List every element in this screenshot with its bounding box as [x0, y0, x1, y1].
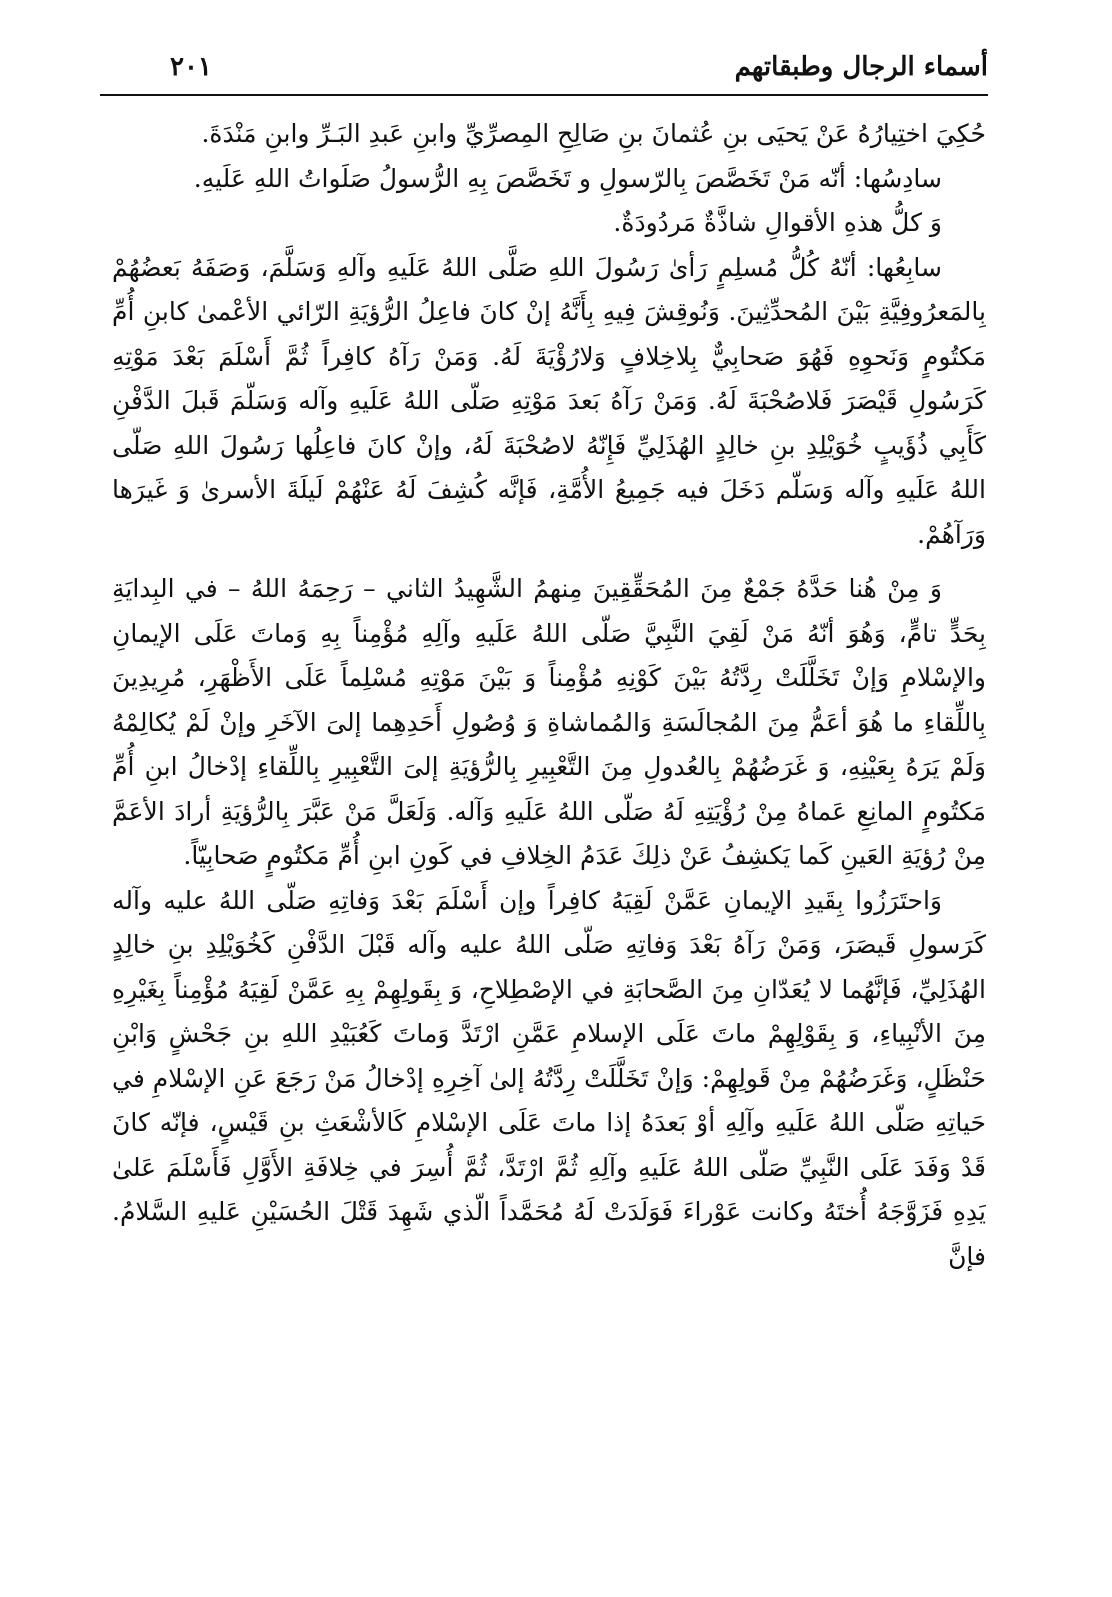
running-title: أسماء الرجال وطبقاتهم: [734, 52, 988, 82]
paragraph: وَ مِنْ هُنا حَدَّهُ جَمْعٌ مِنَ المُحَقِّقِينَ مِنهمُ الشَّهِيدُ الثاني – رَحِمَهُ اللهُ – في البِدايَةِ بِحَدٍّ تامٍّ، وَهُوَ أنّهُ مَنْ لَقِيَ النَّبِيَّ صَلّى اللهُ عَلَيهِ وآلِهِ مُؤْمِناً بِهِ وَماتَ عَلَى الإيمانِ والإسْلامِ وَإنْ تَخَلَّلَتْ رِدَّتُهُ بَيْنَ كَوْنِهِ مُؤْمِناً وَ بَيْنَ مَوْتِهِ مُسْلِماً عَلَى الأَظْهَرِ، مُرِيدِينَ بِاللِّقاءِ ما هُوَ أعَمُّ مِنَ المُجالَسَةِ وَالمُماشاةِ وَ وُصُولِ أَحَدِهِما إلىَ الآخَرِ وإنْ لَمْ يُكالِمْهُ وَلَمْ يَرَهُ بِعَيْنِهِ، وَ غَرَضُهُمْ بِالعُدولِ مِنَ التَّعْبِيرِ بِالرُّؤيَةِ إلىَ التَّعْبِيرِ بِاللِّقاءِ إدْخالُ ابنِ أُمِّ مَكتُومٍ المانِعِ عَماهُ مِنْ رُؤْيَتِهِ لَهُ صَلّى اللهُ عَلَيهِ وَآله. وَلَعَلَّ مَنْ عَبَّرَ بِالرُّؤيَةِ أرادَ الأعَمَّ مِنْ رُؤيَةِ العَينِ كَما يَكشِفُ عَنْ ذلِكَ عَدَمُ الخِلافِ في كَونِ ابنِ أُمِّ مَكتُومٍ صَحابِيّاً.: [112, 574, 986, 870]
page-body: [112, 112, 986, 1582]
page-number: ٢٠١: [170, 52, 212, 82]
paragraph: وَاحتَرَزُوا بِقَيدِ الإيمانِ عَمَّنْ لَقِيَهُ كافِراً وإن أَسْلَمَ بَعْدَ وَفاتِهِ صَلّى اللهُ عليه وآله كَرَسولِ قَيصَرَ، وَمَنْ رَآهُ بَعْدَ وَفاتِهِ صَلّى اللهُ عليه وآله قَبْلَ الدَّفْنِ كَخُوَيْلِدِ بنِ خالِدٍ الهُذَلِيِّ، فَإنَّهُما لا يُعَدّانِ مِنَ الصَّحابَةِ في الإصْطِلاحِ، وَ بِقَولِهِمْ بِهِ عَمَّنْ لَقِيَهُ مُؤْمِناً بِغَيْرِهِ مِنَ الأنْبِياءِ، وَ بِقَوْلِهِمْ ماتَ عَلَى الإسلامِ عَمَّنِ ارْتَدَّ وَماتَ كَعُبَيْدِ اللهِ بنِ جَحْشٍ وَابْنِ حَنْظَلٍ، وَغَرَضُهُمْ مِنْ قَولِهِمْ: وَإنْ تَخَلَّلَتْ رِدَّتُهُ إلىٰ آخِرِهِ إدْخالُ مَنْ رَجَعَ عَنِ الإسْلامِ في حَياتِهِ صَلّى اللهُ عَلَيهِ وآلِهِ أوْ بَعدَهُ إذا ماتَ عَلَى الإسْلامِ كَالأشْعَثِ بنِ قَيْسٍ، فإنّه كانَ قَدْ وَفَدَ عَلَى النَّبِيِّ صَلّى اللهُ عَلَيهِ وآلِهِ ثُمَّ ارْتَدَّ، ثُمَّ أُسِرَ في خِلافَةِ الأَوَّلِ فَأَسْلَمَ عَلىٰ يَدِهِ فَزَوَّجَهُ أُختَهُ وكانت عَوْراءَ فَوَلَدَتْ لَهُ مُحَمَّداً الّذي شَهِدَ قَتْلَ الحُسَيْنِ عَليهِ السَّلامُ. فإنَّ: [112, 885, 986, 1271]
paragraph: حُكِيَ اختِيارُهُ عَنْ يَحيَى بنِ عُثمانَ بنِ صَالِحِ المِصرِّيِّ وابنِ عَبدِ البَـرِّ وابنِ مَنْدَةَ.: [201, 119, 986, 148]
paragraph: سادِسُها: أنّه مَنْ تَخَصَّصَ بِالرّسولِ و تَخَصَّصَ بِهِ الرُّسولُ صَلَواتُ اللهِ عَلَيهِ.: [193, 163, 942, 193]
paragraph: وَ كلُّ هذهِ الأقوالِ شاذَّةٌ مَردُودَةٌ.: [613, 208, 942, 237]
header-rule: [100, 94, 988, 96]
page-header: [100, 52, 988, 92]
paragraph: سابِعُها: أنّهُ كُلُّ مُسلِمٍ رَأىٰ رَسُولَ اللهِ صَلَّى اللهُ عَلَيهِ وآلهِ وَسَلَّمَ، وَصَفَهُ بَعضُهُمْ بِالمَعرُوفِيَّةِ بَيْنَ المُحدِّثِينَ. وَنُوقِشَ فِيهِ بِأَنَّهُ إنْ كانَ فاعِلُ الرُّؤيَةِ الرّائي الأعْمىٰ كابنِ أُمِّ مَكتُومٍ وَنَحوِهِ فَهُوَ صَحابِيٌّ بِلاخِلافٍ وَلارُؤْيَةَ لَهُ. وَمَنْ رَآهُ كافِراً ثُمَّ أَسْلَمَ بَعْدَ مَوْتِهِ كَرَسُولِ قَيْصَرَ فَلاصُحْبَةَ لَهُ. وَمَنْ رَآهُ بَعدَ مَوْتِهِ صَلّى اللهُ عَلَيهِ وآله وَسَلّمَ قَبلَ الدَّفْنِ كَأَبِي ذُؤَيبٍ خُوَيْلِدِ بنِ خالِدٍ الهُذَلِيِّ فَإِنّهُ لاصُحْبَةَ لَهُ، وإنْ كانَ فاعِلُها رَسُولَ اللهِ صَلّى اللهُ عَلَيهِ وآله وَسَلّم دَخَلَ فيه جَمِيعُ الأُمَّةِ، فَإنَّه كُشِفَ لَهُ عَنْهُمْ لَيلَةَ الأسرىٰ وَ غَيرَها وَرَآهُمْ.: [112, 252, 986, 549]
